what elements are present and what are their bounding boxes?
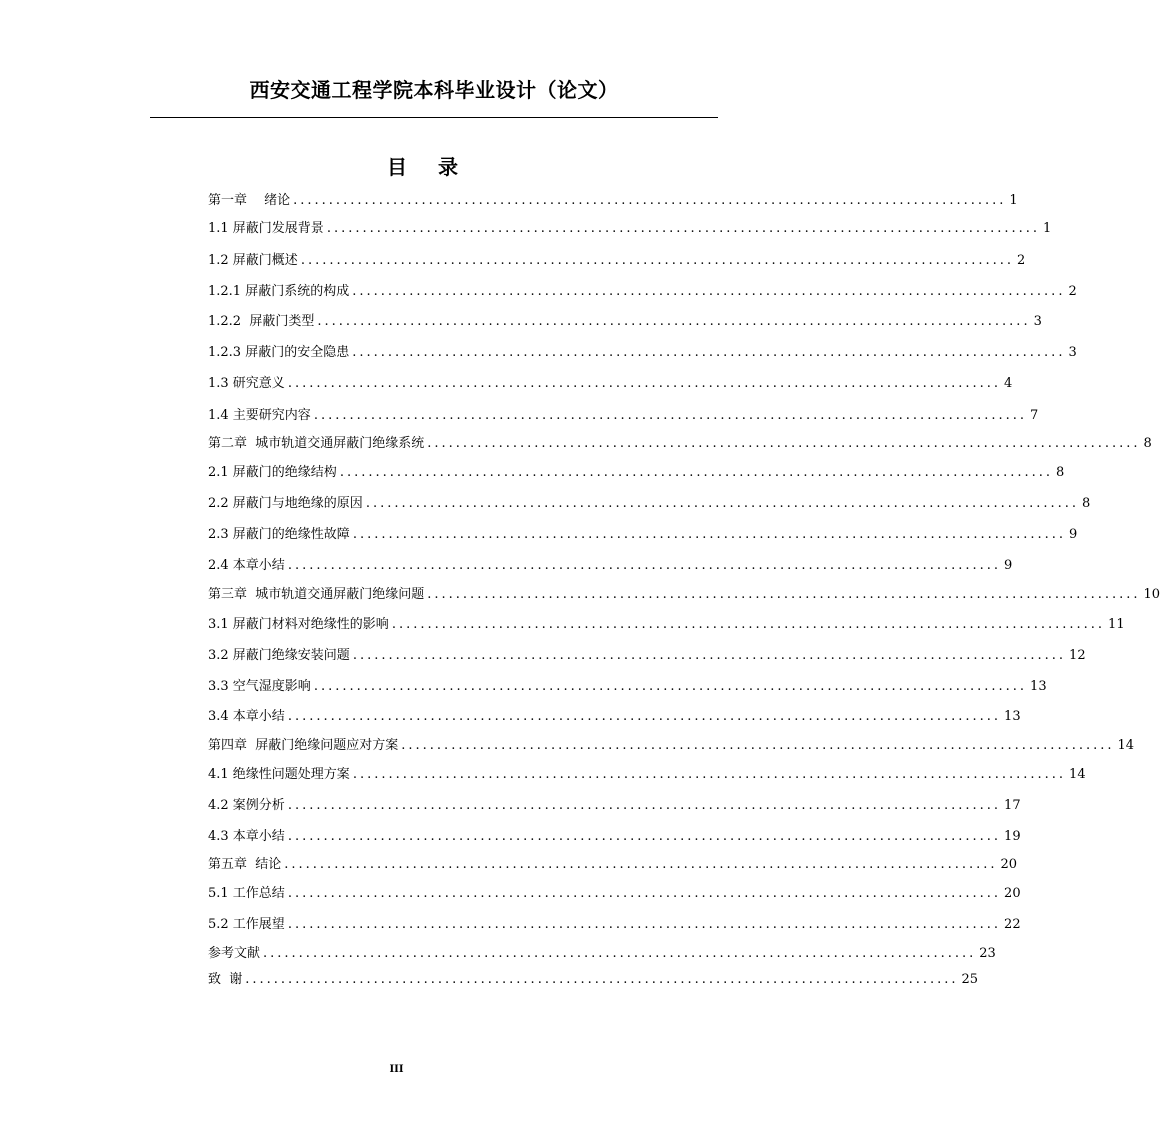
toc-entry[interactable]: [208, 434, 1152, 454]
toc-entry-label: 3.3 空气湿度影响: [208, 679, 311, 694]
toc-entry-label: 2.2 屏蔽门与地绝缘的原因: [208, 496, 363, 511]
toc-entry[interactable]: [208, 312, 1042, 332]
toc-leader-dots: ....................................................................................................: [352, 527, 1067, 542]
toc-leader-dots: ....................................................................................................: [401, 738, 1115, 753]
toc-entry[interactable]: [208, 406, 1039, 426]
toc-entry-page: 3: [1033, 314, 1042, 329]
toc-leader-dots: ....................................................................................................: [300, 253, 1015, 268]
toc-entry-label: 3.2 屏蔽门绝缘安装问题: [208, 648, 350, 663]
toc-entry-label: 2.3 屏蔽门的绝缘性故障: [208, 527, 350, 542]
toc-leader-dots: ....................................................................................................: [326, 221, 1041, 236]
toc-entry-page: 1: [1009, 193, 1018, 208]
toc-entry[interactable]: [208, 884, 1021, 904]
document-header-title: 西安交通工程学院本科毕业设计（论文）: [249, 78, 619, 102]
toc-entry-label: 2.4 本章小结: [208, 558, 285, 573]
toc-leader-dots: ....................................................................................................: [313, 679, 1028, 694]
toc-leader-dots: ....................................................................................................: [313, 408, 1028, 423]
toc-entry-page: 10: [1143, 587, 1160, 602]
toc-title: 目 录: [387, 155, 470, 179]
toc-entry-page: 9: [1069, 527, 1078, 542]
toc-entry[interactable]: [208, 615, 1125, 635]
toc-entry-label: 4.1 绝缘性问题处理方案: [208, 767, 350, 782]
toc-entry[interactable]: [208, 463, 1065, 483]
toc-entry-label: 1.3 研究意义: [208, 376, 285, 391]
toc-entry-label: 4.3 本章小结: [208, 829, 285, 844]
toc-entry-label: 1.2.1 屏蔽门系统的构成: [208, 284, 350, 299]
toc-entry-page: 20: [1000, 857, 1018, 872]
toc-entry-page: 14: [1069, 767, 1086, 782]
toc-leader-dots: ....................................................................................................: [287, 798, 1002, 813]
toc-leader-dots: ....................................................................................................: [263, 946, 977, 961]
toc-entry[interactable]: [208, 944, 996, 964]
toc-entry[interactable]: [208, 765, 1086, 785]
toc-entry[interactable]: [208, 374, 1013, 394]
toc-entry[interactable]: [208, 219, 1052, 239]
toc-leader-dots: ....................................................................................................: [339, 465, 1054, 480]
toc-entry-page: 25: [961, 972, 979, 987]
toc-leader-dots: ....................................................................................................: [352, 284, 1066, 299]
toc-entry-label: 1.2 屏蔽门概述: [208, 253, 298, 268]
toc-entry-label: 3.1 屏蔽门材料对绝缘性的影响: [208, 617, 389, 632]
toc-entry[interactable]: [208, 525, 1078, 545]
toc-entry[interactable]: [208, 915, 1021, 935]
toc-leader-dots: ....................................................................................................: [427, 587, 1141, 602]
toc-entry[interactable]: [208, 585, 1160, 605]
toc-entry-label: 5.2 工作展望: [208, 917, 285, 932]
toc-entry-label: 第三章 城市轨道交通屏蔽门绝缘问题: [208, 587, 425, 602]
toc-entry-label: 1.2.2 屏蔽门类型: [208, 314, 315, 329]
toc-entry-page: 2: [1017, 253, 1026, 268]
toc-leader-dots: ....................................................................................................: [427, 436, 1141, 451]
toc-entry-label: 1.1 屏蔽门发展背景: [208, 221, 324, 236]
toc-leader-dots: ....................................................................................................: [287, 886, 1002, 901]
toc-leader-dots: ....................................................................................................: [352, 767, 1067, 782]
toc-entry-label: 1.2.3 屏蔽门的安全隐患: [208, 345, 350, 360]
toc-entry[interactable]: [208, 646, 1086, 666]
toc-entry-label: 3.4 本章小结: [208, 709, 285, 724]
toc-entry-label: 第二章 城市轨道交通屏蔽门绝缘系统: [208, 436, 425, 451]
toc-entry-label: 4.2 案例分析: [208, 798, 285, 813]
toc-entry[interactable]: [208, 677, 1047, 697]
toc-entry-page: 8: [1143, 436, 1152, 451]
toc-leader-dots: ....................................................................................................: [287, 917, 1002, 932]
toc-entry[interactable]: [208, 556, 1013, 576]
toc-entry-label: 致 谢: [208, 972, 243, 987]
toc-entry[interactable]: [208, 191, 1018, 211]
toc-leader-dots: ....................................................................................................: [391, 617, 1106, 632]
toc-leader-dots: ....................................................................................................: [365, 496, 1080, 511]
toc-entry-label: 第五章 结论: [208, 857, 282, 872]
toc-entry[interactable]: [208, 282, 1077, 302]
toc-entry-page: 19: [1004, 829, 1021, 844]
toc-entry[interactable]: [208, 855, 1018, 875]
toc-entry[interactable]: [208, 707, 1021, 727]
toc-leader-dots: ....................................................................................................: [287, 829, 1002, 844]
toc-entry-page: 7: [1030, 408, 1039, 423]
toc-entry-page: 12: [1069, 648, 1086, 663]
toc-entry-page: 4: [1004, 376, 1013, 391]
toc-entry[interactable]: [208, 494, 1091, 514]
toc-leader-dots: ....................................................................................................: [352, 345, 1066, 360]
toc-entry-page: 8: [1056, 465, 1065, 480]
toc-leader-dots: ....................................................................................................: [287, 558, 1002, 573]
toc-entry-page: 20: [1004, 886, 1021, 901]
toc-entry-page: 14: [1117, 738, 1135, 753]
toc-leader-dots: ....................................................................................................: [287, 376, 1002, 391]
toc-entry[interactable]: [208, 736, 1135, 756]
toc-entry-label: 2.1 屏蔽门的绝缘结构: [208, 465, 337, 480]
toc-leader-dots: ....................................................................................................: [284, 857, 998, 872]
toc-leader-dots: ....................................................................................................: [287, 709, 1002, 724]
toc-entry-page: 23: [979, 946, 996, 961]
toc-entry-page: 11: [1108, 617, 1125, 632]
toc-entry[interactable]: [208, 827, 1021, 847]
toc-entry-label: 第一章 绪论: [208, 193, 291, 208]
toc-entry-page: 8: [1082, 496, 1091, 511]
page-number: III: [389, 1064, 404, 1075]
toc-entry-label: 5.1 工作总结: [208, 886, 285, 901]
toc-entry-label: 1.4 主要研究内容: [208, 408, 311, 423]
toc-entry[interactable]: [208, 343, 1077, 363]
toc-leader-dots: ....................................................................................................: [317, 314, 1031, 329]
toc-leader-dots: ....................................................................................................: [352, 648, 1067, 663]
toc-entry-page: 22: [1004, 917, 1021, 932]
toc-entry-label: 第四章 屏蔽门绝缘问题应对方案: [208, 738, 399, 753]
toc-entry-page: 9: [1004, 558, 1013, 573]
toc-entry[interactable]: [208, 970, 979, 990]
toc-entry-label: 参考文献: [208, 946, 261, 961]
toc-entry-page: 13: [1030, 679, 1047, 694]
toc-entry-page: 2: [1068, 284, 1077, 299]
toc-leader-dots: ....................................................................................................: [245, 972, 959, 987]
toc-entry[interactable]: [208, 796, 1021, 816]
toc-entry[interactable]: [208, 251, 1026, 271]
toc-entry-page: 13: [1004, 709, 1021, 724]
toc-entry-page: 17: [1004, 798, 1021, 813]
toc-entry-page: 3: [1068, 345, 1077, 360]
toc-entry-page: 1: [1043, 221, 1052, 236]
toc-leader-dots: ....................................................................................................: [293, 193, 1007, 208]
